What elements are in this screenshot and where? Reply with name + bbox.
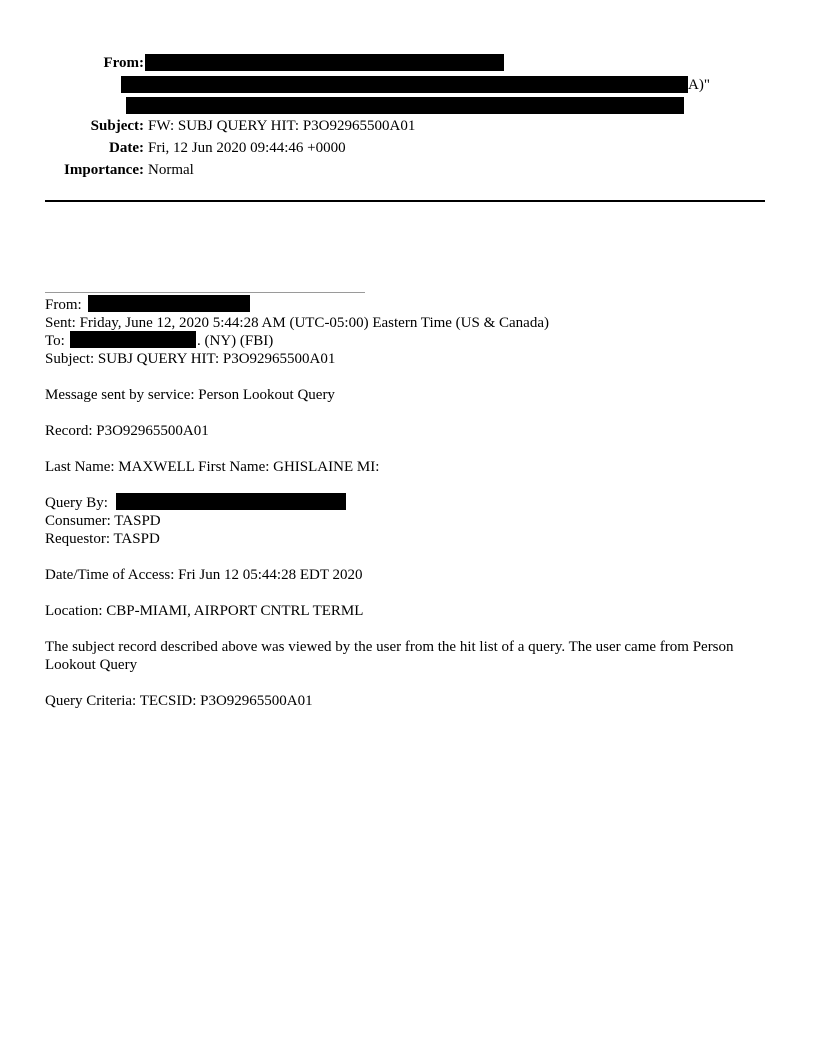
access-line: Date/Time of Access: Fri Jun 12 05:44:28 EDT 2020 [45,567,363,583]
subject-value: FW: SUBJ QUERY HIT: P3O92965500A01 [148,118,416,134]
criteria-line: Query Criteria: TECSID: P3O92965500A01 [45,693,313,709]
consumer-line: Consumer: TASPD [45,513,161,529]
redacted-from [145,54,504,71]
redacted-to-line-2 [126,97,684,114]
redacted-fwd-from [88,295,250,312]
name-line: Last Name: MAXWELL First Name: GHISLAINE MI: [45,459,380,475]
fwd-from-label: From: [45,297,82,313]
location-line: Location: CBP-MIAMI, AIRPORT CNTRL TERML [45,603,364,619]
date-value: Fri, 12 Jun 2020 09:44:46 +0000 [148,140,346,156]
redacted-query-by [116,493,346,510]
forward-divider [45,292,365,293]
date-label: Date: [109,140,144,156]
fwd-sent-line: Sent: Friday, June 12, 2020 5:44:28 AM (UTC-05:00) Eastern Time (US & Canada) [45,315,549,331]
from-label: From: [103,55,144,71]
record-line: Record: P3O92965500A01 [45,423,209,439]
header-divider [45,200,765,202]
service-line: Message sent by service: Person Lookout Query [45,387,335,403]
fwd-to-tail: . (NY) (FBI) [197,333,274,349]
fwd-subject-line: Subject: SUBJ QUERY HIT: P3O92965500A01 [45,351,336,367]
redacted-fwd-to [70,331,196,348]
requestor-line: Requestor: TASPD [45,531,160,547]
subject-label: Subject: [90,118,144,134]
importance-value: Normal [148,162,194,178]
importance-label: Importance: [64,162,144,178]
to-tail: A)" [688,77,710,93]
fwd-to-label: To: [45,333,65,349]
query-by-label: Query By: [45,495,108,511]
redacted-to-line-1 [121,76,688,93]
description-paragraph: The subject record described above was viewed by the user from the hit list of a query. The user came from Person Lookout Query [45,639,734,673]
